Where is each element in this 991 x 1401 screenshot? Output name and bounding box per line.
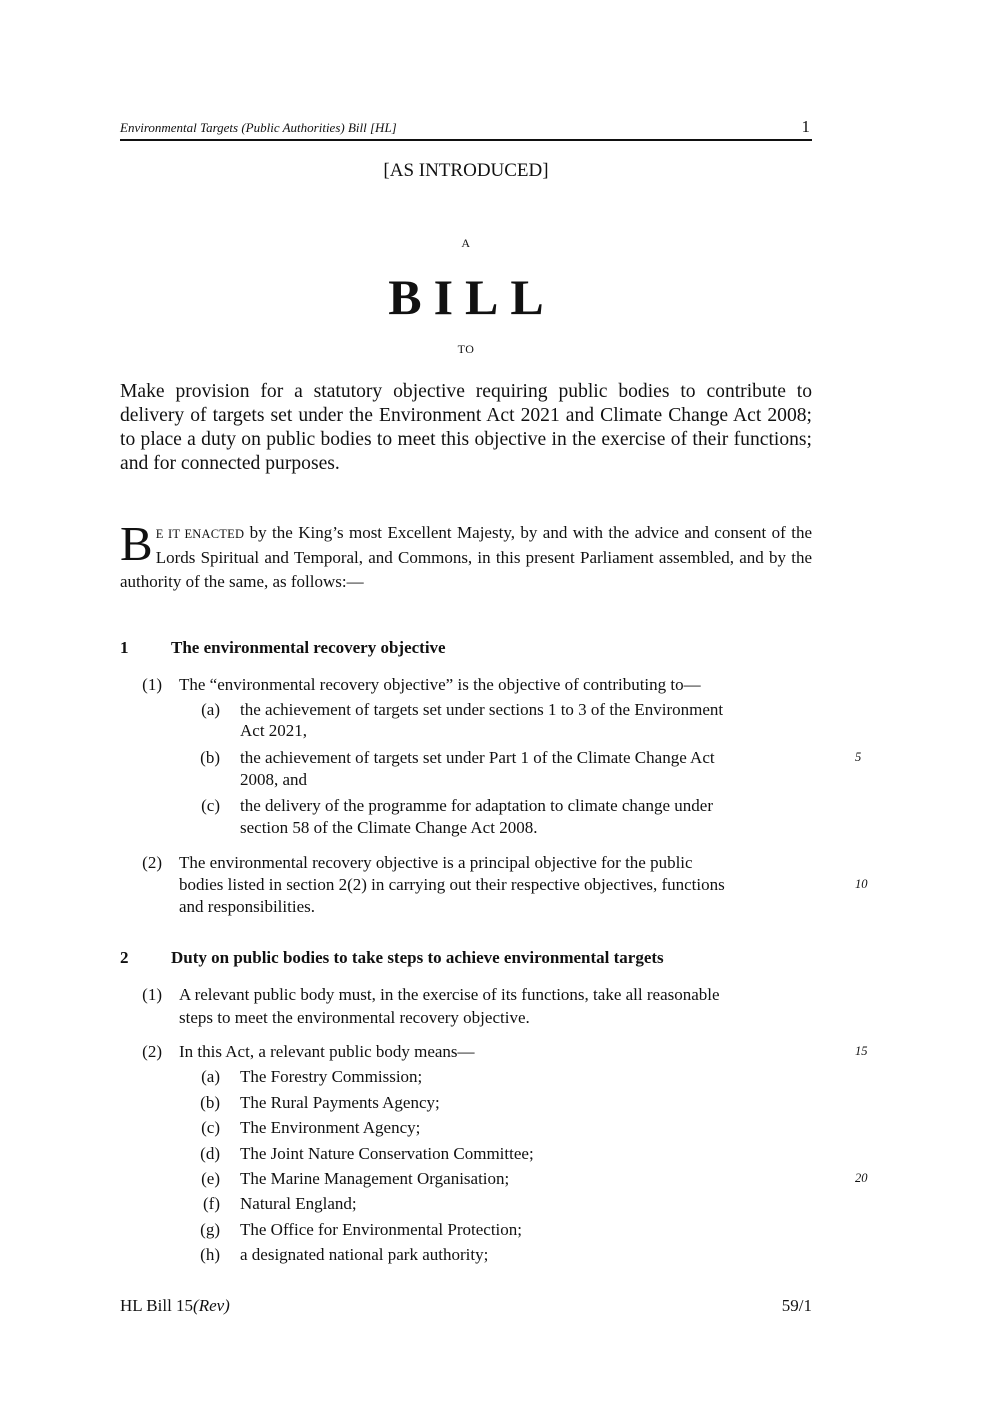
subsection-line: A relevant public body must, in the exercise of its functions, take all reasonable [179, 985, 720, 1004]
footer-bill-reference [120, 1296, 230, 1316]
paragraph-text: The Rural Payments Agency; [240, 1093, 440, 1112]
paragraph-text: The Forestry Commission; [240, 1067, 423, 1086]
paragraph-text: The Office for Environmental Protection; [240, 1220, 522, 1239]
long-title: Make provision for a statutory objective requiring public bodies to contribute to delivery of targets set under the Environment Act 2021 and Climate Change Act 2008; to place a duty on public bodies to meet this objective in the exercise of their functions; and for connected purposes. [120, 381, 812, 474]
line-number: 10 [855, 877, 868, 891]
subsection-line: bodies listed in section 2(2) in carrying out their respective objectives, functions [179, 875, 725, 894]
paragraph-text: The Environment Agency; [240, 1118, 421, 1137]
paragraph-line: Act 2021, [240, 721, 308, 740]
subsection-line: The environmental recovery objective is a principal objective for the public [179, 853, 693, 872]
paragraph-line: the delivery of the programme for adaptation to climate change under [240, 796, 713, 815]
title-to: TO [457, 342, 475, 356]
running-head [120, 117, 812, 141]
subsection-text: In this Act, a relevant public body means— [179, 1042, 475, 1061]
section-title: The environmental recovery objective [171, 638, 446, 657]
line-number: 15 [855, 1044, 868, 1058]
subsection-line: steps to meet the environmental recovery objective. [179, 1008, 530, 1027]
paragraph-line: 2008, and [240, 770, 308, 789]
subsection-label: (1) [142, 985, 162, 1004]
paragraph-label: (e) [201, 1169, 220, 1188]
section-number: 2 [120, 948, 129, 967]
bill-ref-suffix: (Rev) [193, 1296, 230, 1315]
paragraph-text: a designated national park authority; [240, 1245, 489, 1264]
section-title: Duty on public bodies to take steps to achieve environmental targets [171, 948, 664, 967]
paragraph-text: Natural England; [240, 1194, 357, 1213]
subsection-label: (2) [142, 1042, 162, 1061]
line-number: 5 [855, 750, 862, 764]
page-number: 1 [801, 117, 810, 136]
paragraph-label: (c) [201, 796, 220, 815]
bill-ref: HL Bill 15 [120, 1296, 194, 1315]
paragraph-label: (h) [200, 1245, 220, 1264]
subsection-text: The “environmental recovery objective” is the objective of contributing to— [179, 675, 701, 694]
paragraph-line: the achievement of targets set under Part 1 of the Climate Change Act [240, 748, 715, 767]
paragraph-label: (b) [200, 1093, 220, 1112]
section-number: 1 [120, 638, 129, 657]
paragraph-line: the achievement of targets set under sections 1 to 3 of the Environment [240, 700, 724, 719]
paragraph-label: (g) [200, 1220, 220, 1239]
drop-cap: B [120, 516, 153, 571]
line-number: 20 [855, 1171, 868, 1185]
subsection-label: (1) [142, 675, 162, 694]
paragraph-label: (f) [203, 1194, 220, 1213]
paragraph-line: section 58 of the Climate Change Act 2008. [240, 818, 538, 837]
paragraph-text: The Joint Nature Conservation Committee; [240, 1144, 534, 1163]
title-a: A [461, 236, 471, 250]
paragraph-label: (d) [200, 1144, 220, 1163]
title-bill: BILL [388, 269, 556, 325]
footer-print-reference: 59/1 [781, 1296, 812, 1315]
subsection-line: and responsibilities. [179, 897, 315, 916]
enacting-formula [120, 516, 812, 594]
paragraph-label: (b) [200, 748, 220, 767]
paragraph-label: (c) [201, 1118, 220, 1137]
subsection-label: (2) [142, 853, 162, 872]
enacting-text: by the King’s most Excellent Majesty, by and with the advice and consent of the Lords Spiritual and Temporal, and Commons, in this present Parliament assembled, and by the authority of the same, as follows:— [120, 523, 812, 591]
bill-status: [AS INTRODUCED] [383, 160, 549, 181]
enacting-small-caps: E IT ENACTED [155, 527, 245, 541]
paragraph-label: (a) [201, 700, 220, 719]
paragraph-text: The Marine Management Organisation; [240, 1169, 510, 1188]
running-title: Environmental Targets (Public Authorities) Bill [HL] [120, 120, 397, 135]
paragraph-label: (a) [201, 1067, 220, 1086]
